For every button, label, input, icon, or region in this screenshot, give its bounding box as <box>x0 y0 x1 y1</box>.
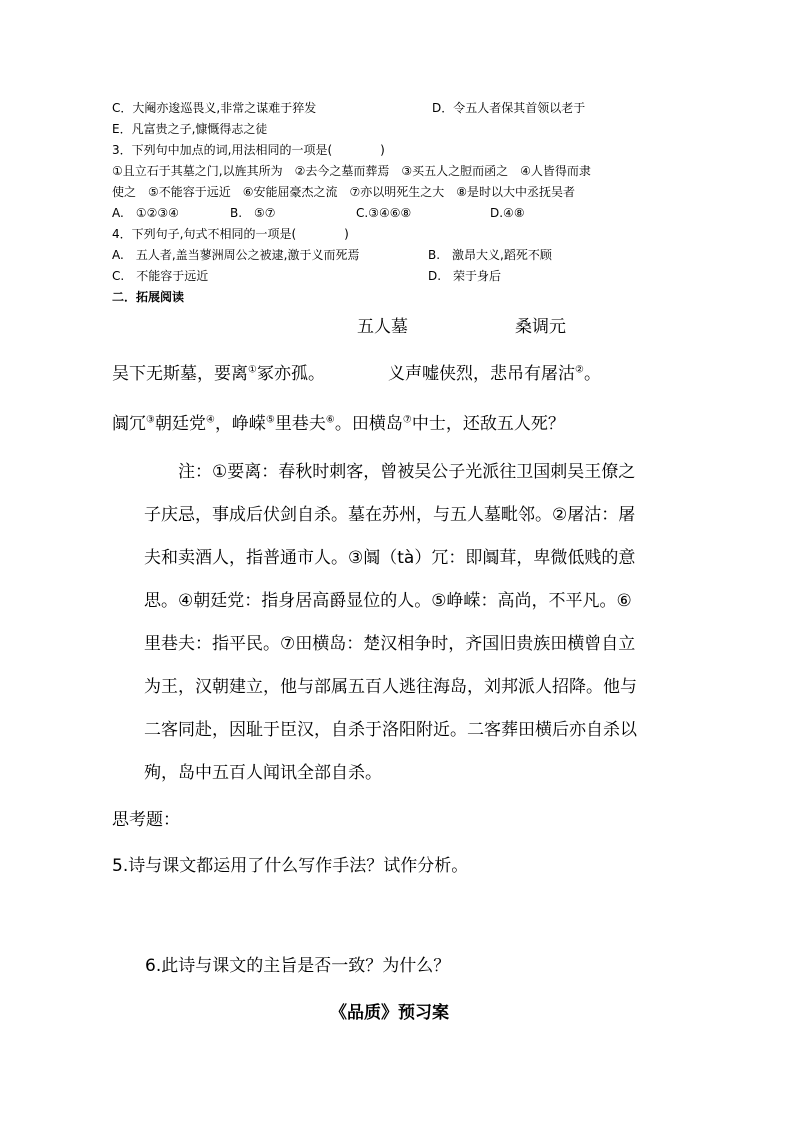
question-6: 6.此诗与课文的主旨是否一致？为什么？ <box>145 956 451 976</box>
footnote-marker: ① <box>248 364 257 376</box>
question-5: 5.诗与课文都运用了什么写作手法？试作分析。 <box>112 856 469 876</box>
notes-line-4: 思。④朝廷党：指身居高爵显位的人。⑤峥嵘：高尚，不平凡。⑥ <box>144 591 632 611</box>
footnote-marker: ⑦ <box>402 414 412 426</box>
question-3-line-2: 使之 ⑤不能容于远近 ⑥安能屈豪杰之流 ⑦亦以明死生之大 ⑧是时以大中丞抚吴者 <box>112 185 576 199</box>
poem-text: 义声嘘侠烈，悲吊有屠沽 <box>388 364 575 384</box>
option-2e: E．凡富贵之子,慷慨得志之徒 <box>112 122 268 136</box>
notes-line-6: 为王，汉朝建立，他与部属五百人逃往海岛，刘邦派人招降。他与 <box>144 677 637 697</box>
poem-line-1-second-half <box>388 362 601 386</box>
option-3d: D.④⑧ <box>490 206 525 220</box>
option-2d: D．令五人者保其首领以老于 <box>432 101 586 115</box>
notes-line-5: 里巷夫：指平民。⑦田横岛：楚汉相争时，齐国旧贵族田横曾自立 <box>144 634 636 654</box>
poem-author: 桑调元 <box>515 317 566 337</box>
poem-title: 五人墓 <box>357 317 408 337</box>
option-4c: C. 不能容于远近 <box>112 269 209 283</box>
poem-text: 冢亦孤。 <box>256 364 325 384</box>
footnote-marker: ③ <box>146 414 155 426</box>
poem-text: ，峥嵘 <box>214 414 266 434</box>
footnote-marker: ② <box>575 364 584 376</box>
poem-line-2 <box>112 412 565 436</box>
next-section-title: 《品质》预习案 <box>330 1003 449 1023</box>
poem-text: 中士，还敌五人死？ <box>411 414 565 434</box>
poem-text: 。田横岛 <box>334 414 403 434</box>
question-3-line-1: ①且立石于其墓之门,以旌其所为 ②去今之墓而葬焉 ③买五人之脰而函之 ④人皆得而隶 <box>112 164 591 178</box>
poem-text: 朝廷党 <box>154 414 206 434</box>
option-4b: B. 激昂大义,蹈死不顾 <box>428 248 552 262</box>
notes-line-7: 二客同赴，因耻于臣汉，自杀于洛阳附近。二客葬田横后亦自杀以 <box>144 720 637 740</box>
option-4a: A. 五人者,盖当蓼洲周公之被逮,激于义而死焉 <box>112 248 360 262</box>
poem-text: 吴下无斯墓，要离 <box>112 364 248 384</box>
notes-line-1: 注：①要离：春秋时刺客，曾被吴公子光派往卫国刺吴王僚之 <box>178 462 636 482</box>
thinking-label: 思考题： <box>112 810 180 830</box>
question-3-stem: 3．下列句中加点的词,用法相同的一项是( ) <box>112 143 385 157</box>
footnote-marker: ④ <box>205 414 215 426</box>
question-4-stem: 4．下列句子,句式不相同的一项是( ) <box>112 227 349 241</box>
poem-line-1 <box>112 362 325 386</box>
notes-line-8: 殉，岛中五百人闻讯全部自杀。 <box>144 763 382 783</box>
section-heading: 二．拓展阅读 <box>112 290 185 304</box>
poem-text: 阘冗 <box>112 414 146 434</box>
option-3c: C.③④⑥⑧ <box>356 206 412 220</box>
poem-text: 里巷夫 <box>274 414 326 434</box>
option-4d: D. 荣于身后 <box>428 269 502 283</box>
footnote-marker: ⑤ <box>265 414 275 426</box>
footnote-marker: ⑥ <box>325 414 335 426</box>
option-2c: C．大阉亦逡巡畏义,非常之谋难于猝发 <box>112 101 317 115</box>
notes-line-3: 夫和卖酒人，指普通市人。③阘（tà）冗：即阘茸，卑微低贱的意 <box>144 548 636 568</box>
notes-line-2: 子庆忌，事成后伏剑自杀。墓在苏州，与五人墓毗邻。②屠沽：屠 <box>144 505 636 525</box>
option-3a: A. ①②③④ <box>112 206 179 220</box>
option-3b: B. ⑤⑦ <box>230 206 276 220</box>
poem-text: 。 <box>583 364 601 384</box>
